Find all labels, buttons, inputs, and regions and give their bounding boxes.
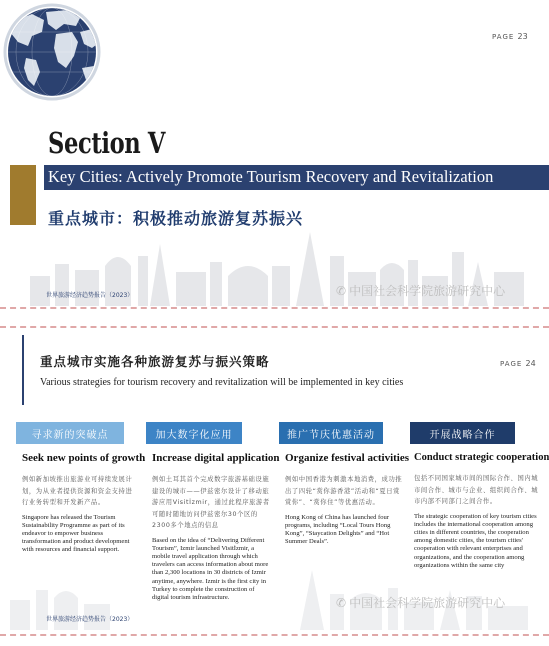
strategy-badge: 加大数字化应用: [146, 422, 242, 444]
watermark-text: 中国社会科学院旅游研究中心: [349, 596, 506, 610]
gold-accent-block: [10, 165, 36, 225]
page-footer: 世界旅游经济趋势报告（2023）: [46, 292, 134, 299]
strategy-column-cooperation: [410, 422, 549, 570]
accent-bar: [22, 335, 24, 405]
page-number-value: 24: [525, 359, 536, 368]
globe-map-icon: [2, 2, 110, 110]
watermark-text: 中国社会科学院旅游研究中心: [349, 284, 506, 298]
wechat-icon: ✆: [336, 596, 347, 610]
strategy-badge: 寻求新的突破点: [16, 422, 124, 444]
strategy-column-festival: [279, 422, 410, 546]
page-divider: [0, 326, 549, 328]
page-divider: [0, 634, 549, 636]
watermark: [336, 594, 505, 611]
strategy-zh-text: 包括不同国家城市间的国际合作、国内城市间合作、城市与企业、组织间合作、城市内部不同部门之间合作。: [414, 475, 539, 505]
page-title: 重点城市实施各种旅游复苏与振兴策略: [40, 354, 270, 369]
strategy-badge: 推广节庆优惠活动: [279, 422, 383, 444]
strategy-badge: 开展战略合作: [410, 422, 515, 444]
watermark: [336, 282, 505, 299]
page-divider: [0, 307, 549, 309]
strategy-en-text: Based on the idea of “Delivering Different Tourism”, Izmir launched Visitİzmir, a mobile travel application through which travelers can access information about more than 2,300 locations in 30 districts of Izmir anytime, anywhere. Izmir is the first city in Turkey to complete the construction of digital tourism infrastructure.: [152, 536, 269, 601]
page-label: PAGE: [492, 33, 515, 41]
strategy-heading: Seek new points of growth: [22, 452, 146, 464]
wechat-icon: ✆: [336, 284, 347, 298]
page-label: PAGE: [500, 360, 523, 368]
chinese-title: 重点城市：积极推动旅游复苏振兴: [48, 209, 304, 228]
page-number: [492, 32, 528, 41]
page-subtitle: Various strategies for tourism recovery and revitalization will be implemented in key cities: [40, 377, 404, 388]
strategy-column-growth: [16, 422, 146, 555]
english-title: Key Cities: Actively Promote Tourism Recovery and Revitalization: [48, 167, 494, 186]
page-number-value: 23: [517, 32, 528, 41]
page-footer: 世界旅游经济趋势报告（2023）: [46, 616, 134, 623]
page-number: [500, 359, 536, 368]
strategy-zh-text: 例如土耳其首个完成数字旅游基础设施建设的城市——伊兹密尔设计了移动旅游应用Visitİzmir，通过此程序旅游者可随时随地访问伊兹密尔30个区的2300多个地点的信息: [152, 476, 270, 529]
strategy-en-text: Singapore has released the Tourism Sustainability Programme as part of its endeavor to empower business transformation and product development with resources and financial support.: [22, 513, 130, 554]
strategy-heading: Organize festival activities: [285, 452, 410, 464]
strategy-en-text: Hong Kong of China has launched four programs, including “Local Tours Hong Kong”, “Staycation Delights” and “Hot Summer Deals”.: [285, 513, 391, 546]
strategy-heading: Conduct strategic cooperation: [414, 452, 549, 463]
strategy-zh-text: 例如中国香港为刺激本地消费，成功推出了四轮“赏你游香港”活动和“夏日赏赏你”、“赏你住”等优惠活动。: [285, 476, 403, 506]
strategy-zh-text: 例如新加坡推出旅游业可持续发展计划，为从业者提供资源和资金支持进行业务转型和开发新产品。: [22, 476, 133, 506]
strategy-en-text: The strategic cooperation of key tourism cities includes the international cooperation among cities in different countries, the cooperation among domestic cities, the tourism cities' cooperation with relevant enterprises and organizations, and the cooperation among organizations within the same city: [414, 512, 537, 569]
strategy-heading: Increase digital application: [152, 452, 280, 464]
section-title: Section V: [48, 126, 165, 160]
